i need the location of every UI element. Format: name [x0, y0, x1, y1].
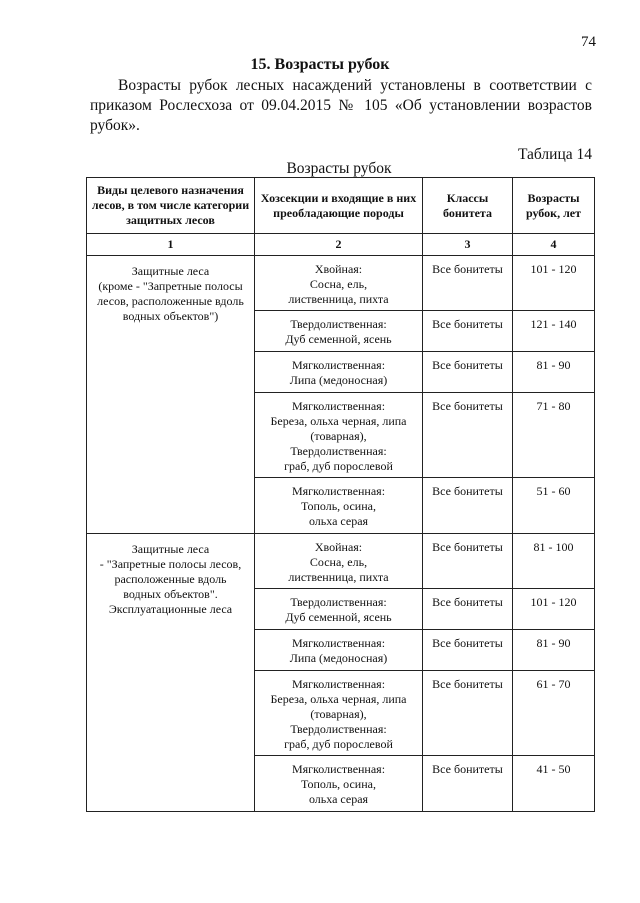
species-cell — [255, 630, 423, 671]
species-cell — [255, 589, 423, 630]
species-line: Береза, ольха черная, липа — [270, 692, 407, 706]
forest-category-cell — [87, 534, 255, 812]
species-line: граб, дуб порослевой — [284, 459, 393, 473]
species-line: Дуб семенной, ясень — [285, 610, 392, 624]
intro-line: рубок». — [90, 117, 140, 134]
category-line: - "Запретные полосы лесов, — [99, 557, 242, 571]
column-header: Виды целевого назначения лесов, в том числе категории защитных лесов — [87, 178, 255, 234]
intro-paragraph — [90, 76, 592, 136]
species-line: ольха серая — [308, 514, 369, 528]
table-row — [87, 534, 595, 589]
column-number-row — [87, 234, 595, 256]
species-line: Хвойная: — [314, 262, 363, 276]
section-heading: 15. Возрасты рубок — [250, 56, 390, 73]
table-row — [87, 256, 595, 311]
category-line: расположенные вдоль — [114, 572, 227, 586]
species-cell — [255, 311, 423, 352]
species-line: Твердолиственная: — [290, 595, 387, 609]
category-line: водных объектов". — [123, 587, 218, 601]
intro-line: приказом Рослесхоза от 09.04.2015 № 105 «Об установлении возрастов — [90, 97, 592, 114]
site-class-cell: Все бонитеты — [423, 478, 513, 534]
species-cell — [255, 756, 423, 812]
category-line: (кроме - "Запретные полосы — [98, 279, 243, 293]
site-class-cell: Все бонитеты — [423, 311, 513, 352]
category-line: лесов, расположенные вдоль — [97, 294, 244, 308]
species-line: лиственница, пихта — [288, 292, 389, 306]
felling-age-cell: 41 - 50 — [513, 756, 595, 812]
site-class-cell: Все бонитеты — [423, 630, 513, 671]
species-line: Липа (медоносная) — [289, 651, 388, 665]
species-line: (товарная), — [310, 429, 367, 443]
species-line: Мягколиственная: — [291, 358, 386, 372]
species-line: граб, дуб порослевой — [284, 737, 393, 751]
species-line: ольха серая — [308, 792, 369, 806]
site-class-cell: Все бонитеты — [423, 352, 513, 393]
species-line: (товарная), — [310, 707, 367, 721]
column-header: Классы бонитета — [423, 178, 513, 234]
category-line: Эксплуатационные леса — [108, 602, 233, 616]
species-cell — [255, 393, 423, 478]
column-header: Возрасты рубок, лет — [513, 178, 595, 234]
column-number: 4 — [513, 234, 595, 256]
site-class-cell: Все бонитеты — [423, 671, 513, 756]
felling-age-cell: 51 - 60 — [513, 478, 595, 534]
forest-category-cell — [87, 256, 255, 534]
category-line: Защитные леса — [131, 264, 210, 278]
felling-age-cell: 101 - 120 — [513, 256, 595, 311]
species-cell — [255, 671, 423, 756]
site-class-cell: Все бонитеты — [423, 256, 513, 311]
species-line: Сосна, ель, — [309, 555, 368, 569]
intro-line: Возрасты рубок лесных насаждений установлены в соответствии с — [118, 77, 592, 94]
table-header-row — [87, 178, 595, 234]
page-number: 74 — [581, 34, 596, 50]
site-class-cell: Все бонитеты — [423, 393, 513, 478]
species-line: Тополь, осина, — [301, 499, 376, 513]
species-line: Хвойная: — [314, 540, 363, 554]
category-line: Защитные леса — [131, 542, 210, 556]
felling-age-table — [86, 177, 595, 812]
species-line: Твердолиственная: — [290, 317, 387, 331]
species-line: Твердолиственная: — [290, 722, 387, 736]
column-number: 1 — [87, 234, 255, 256]
species-line: Береза, ольха черная, липа — [270, 414, 407, 428]
site-class-cell: Все бонитеты — [423, 756, 513, 812]
category-line: водных объектов") — [122, 309, 219, 323]
felling-age-cell: 81 - 100 — [513, 534, 595, 589]
felling-age-cell: 81 - 90 — [513, 352, 595, 393]
species-line: Тополь, осина, — [301, 777, 376, 791]
column-header: Хозсекции и входящие в них преобладающие породы — [255, 178, 423, 234]
species-line: лиственница, пихта — [288, 570, 389, 584]
table-caption: Возрасты рубок — [286, 160, 392, 177]
felling-age-cell: 81 - 90 — [513, 630, 595, 671]
species-line: Мягколиственная: — [291, 636, 386, 650]
species-cell — [255, 478, 423, 534]
species-line: Твердолиственная: — [290, 444, 387, 458]
column-number: 2 — [255, 234, 423, 256]
column-number: 3 — [423, 234, 513, 256]
species-line: Мягколиственная: — [291, 762, 386, 776]
species-cell — [255, 352, 423, 393]
site-class-cell: Все бонитеты — [423, 534, 513, 589]
species-line: Дуб семенной, ясень — [285, 332, 392, 346]
species-line: Сосна, ель, — [309, 277, 368, 291]
felling-age-cell: 121 - 140 — [513, 311, 595, 352]
felling-age-cell: 71 - 80 — [513, 393, 595, 478]
felling-age-cell: 61 - 70 — [513, 671, 595, 756]
felling-age-cell: 101 - 120 — [513, 589, 595, 630]
species-cell — [255, 534, 423, 589]
species-line: Липа (медоносная) — [289, 373, 388, 387]
table-number: Таблица 14 — [517, 146, 592, 163]
species-cell — [255, 256, 423, 311]
species-line: Мягколиственная: — [291, 677, 386, 691]
site-class-cell: Все бонитеты — [423, 589, 513, 630]
species-line: Мягколиственная: — [291, 484, 386, 498]
species-line: Мягколиственная: — [291, 399, 386, 413]
